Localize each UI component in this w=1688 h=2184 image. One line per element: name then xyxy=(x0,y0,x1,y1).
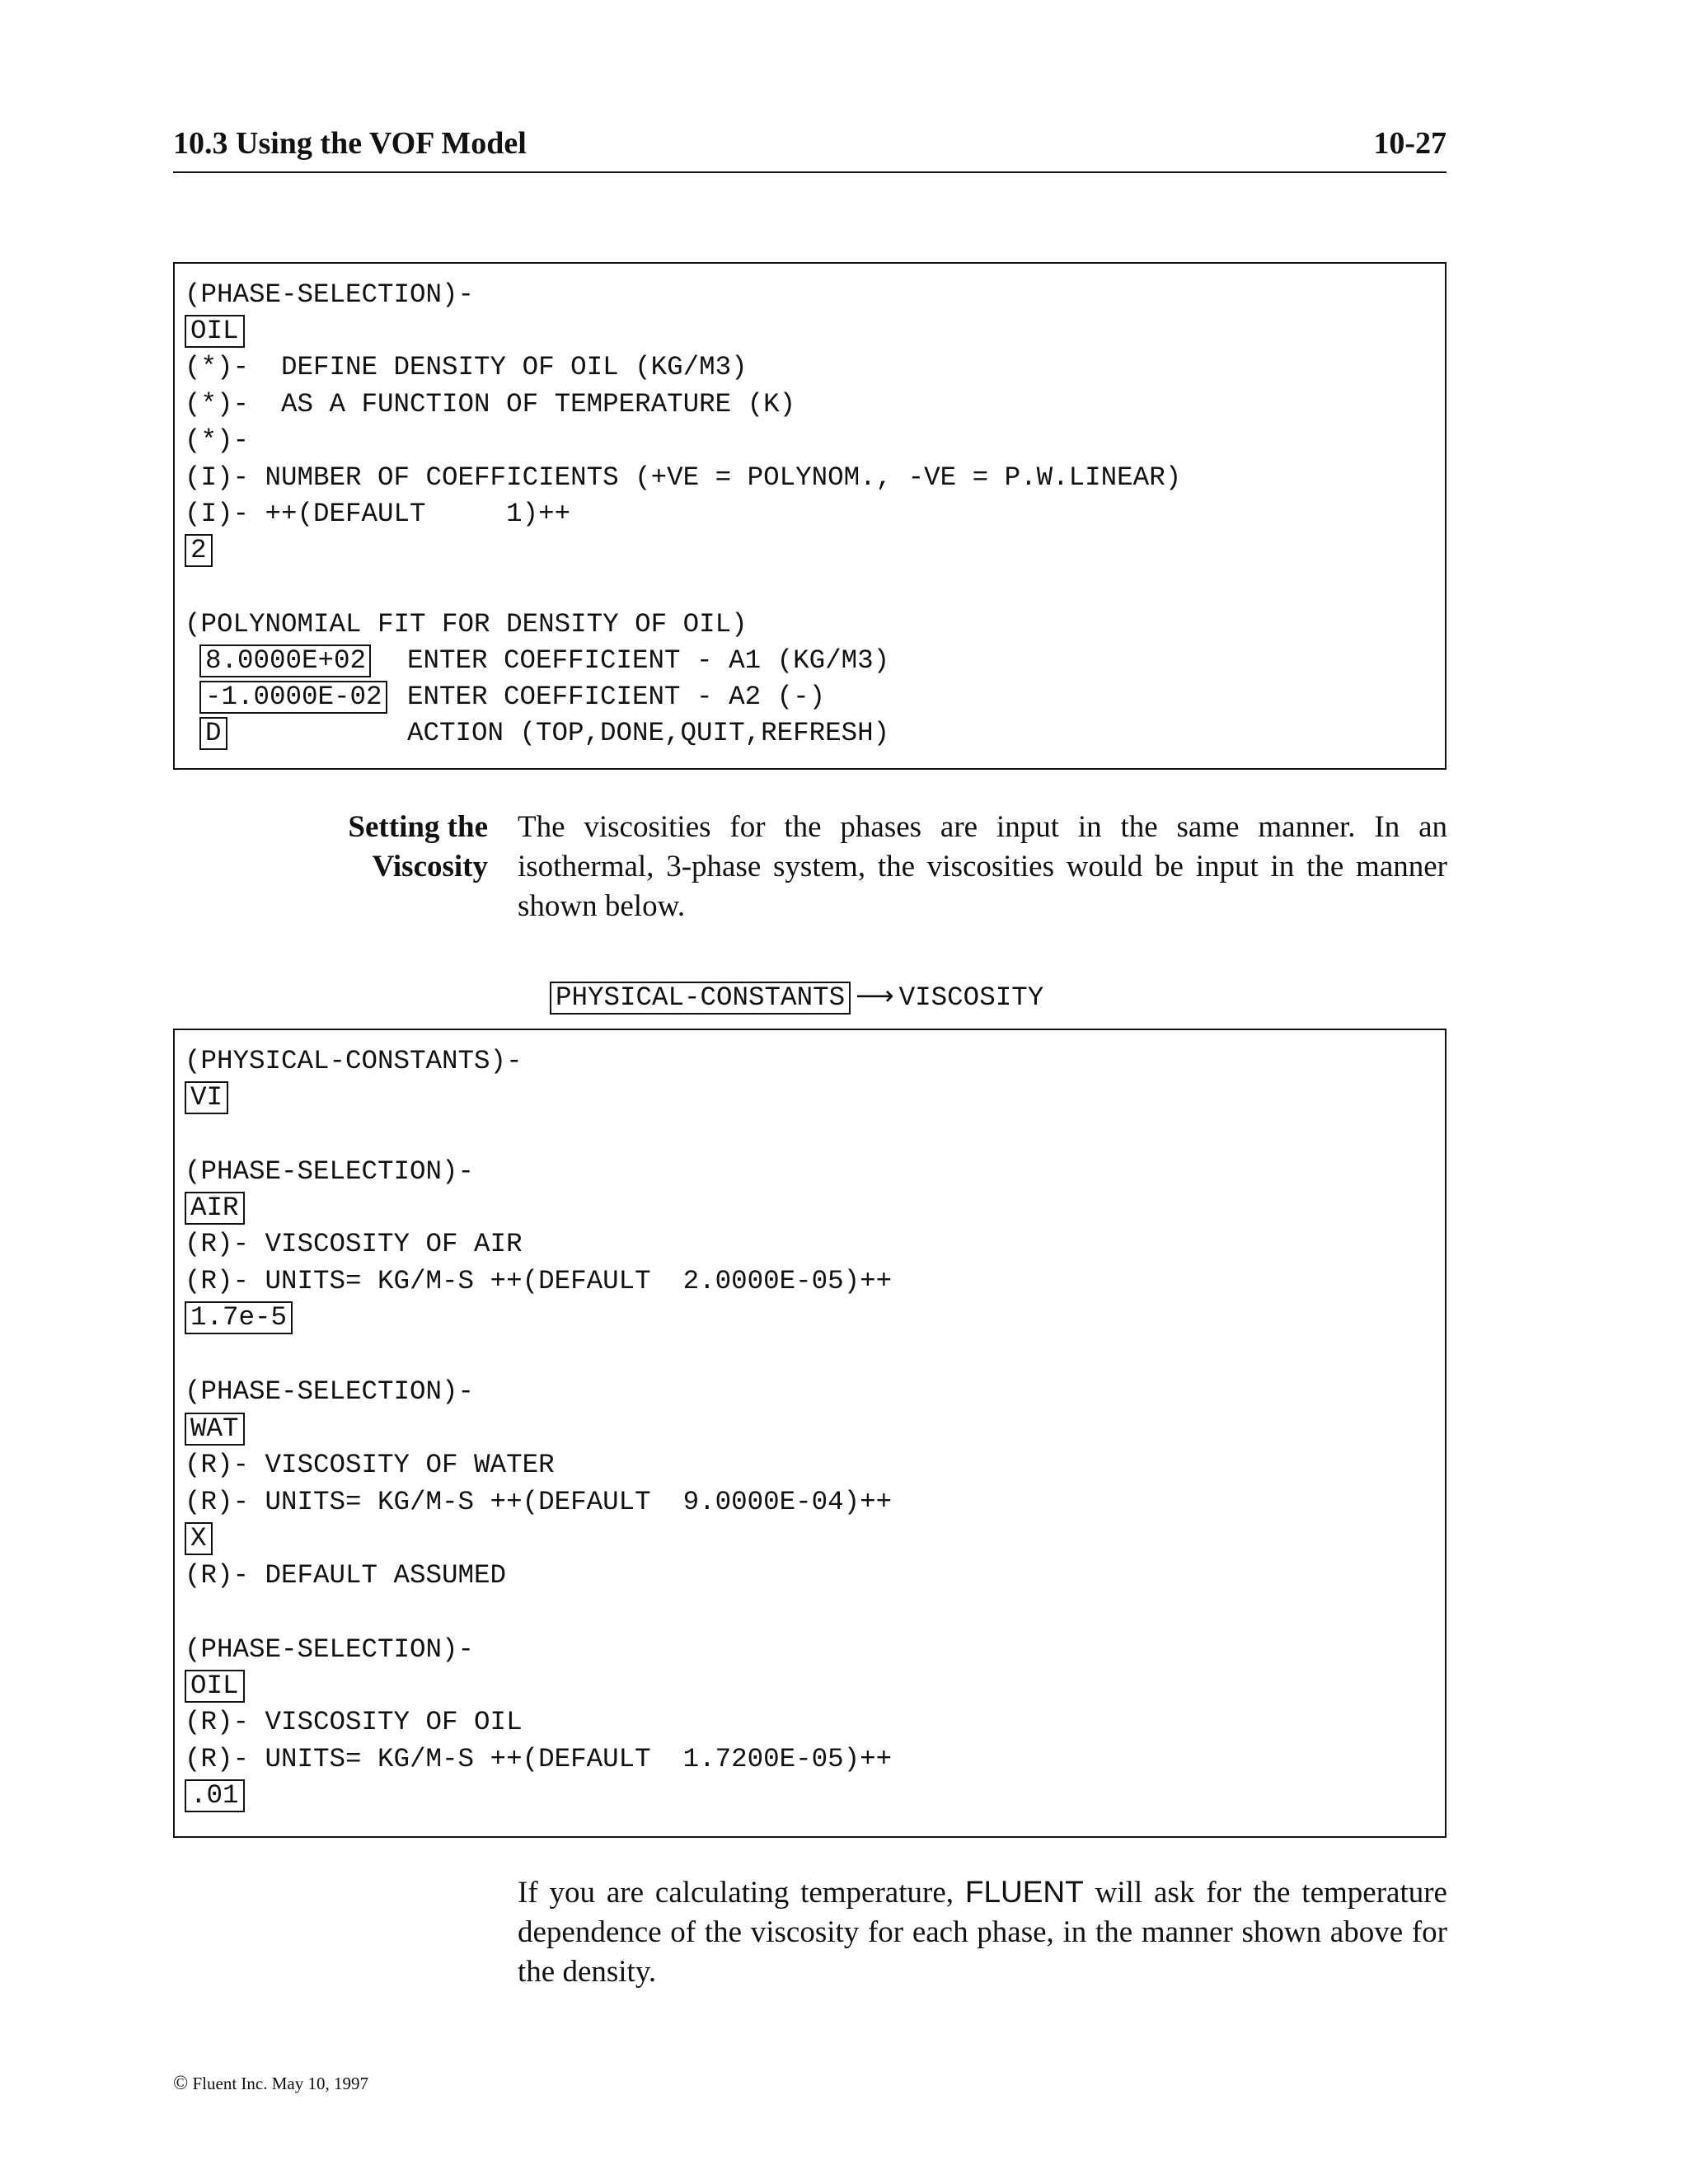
input-box: WAT xyxy=(185,1413,245,1446)
terminal-line xyxy=(185,534,213,567)
terminal-line: (I)- NUMBER OF COEFFICIENTS (+VE = POLYNOM., -VE = P.W.LINEAR) xyxy=(185,462,1182,493)
terminal-line xyxy=(185,315,245,348)
terminal-line: (R)- VISCOSITY OF AIR xyxy=(185,1229,523,1259)
input-box: OIL xyxy=(185,1670,245,1703)
closing-text: If you are calculating temperature, xyxy=(518,1876,965,1910)
arrow-right-icon: ⟶ xyxy=(856,980,894,1011)
closing-text: will ask for the temperature dependence of the viscosity for each phase, in the manner shown above for the density. xyxy=(518,1876,1447,1989)
terminal-line: (*)- xyxy=(185,425,250,456)
menu-path xyxy=(518,946,1043,1015)
footer xyxy=(173,2073,368,2095)
input-box: D xyxy=(199,717,227,750)
terminal-line: (R)- DEFAULT ASSUMED xyxy=(185,1560,507,1591)
terminal-line xyxy=(199,717,890,750)
product-name: FLUENT xyxy=(964,1875,1084,1909)
terminal-line: (PHASE-SELECTION)- xyxy=(185,279,475,310)
footer-text: Fluent Inc. May 10, 1997 xyxy=(192,2074,368,2093)
input-box: AIR xyxy=(185,1192,245,1225)
menu-path-box: PHYSICAL-CONSTANTS xyxy=(550,982,851,1015)
terminal-line xyxy=(185,1670,245,1703)
input-box: 2 xyxy=(185,534,213,567)
terminal-line: (POLYNOMIAL FIT FOR DENSITY OF OIL) xyxy=(185,609,748,640)
terminal-line xyxy=(185,1779,245,1812)
input-box: .01 xyxy=(185,1779,245,1812)
menu-path-target: VISCOSITY xyxy=(898,982,1044,1013)
terminal-line: (R)- UNITS= KG/M-S ++(DEFAULT 9.0000E-04)++ xyxy=(185,1487,893,1517)
input-box: OIL xyxy=(185,315,245,348)
terminal-line: (PHYSICAL-CONSTANTS)- xyxy=(185,1046,523,1076)
terminal-line xyxy=(185,1081,228,1114)
terminal-line: (PHASE-SELECTION)- xyxy=(185,1376,475,1407)
terminal-line xyxy=(185,1301,293,1334)
terminal-line xyxy=(185,1522,213,1555)
side-heading-line: Setting the xyxy=(348,810,488,844)
prompt-text: ENTER COEFFICIENT - A1 (KG/M3) xyxy=(407,645,890,676)
viscosity-terminal-box xyxy=(173,1029,1447,1838)
terminal-line xyxy=(185,1192,245,1225)
terminal-line: (*)- AS A FUNCTION OF TEMPERATURE (K) xyxy=(185,389,796,419)
density-terminal-box xyxy=(173,262,1447,770)
terminal-line: (R)- UNITS= KG/M-S ++(DEFAULT 1.7200E-05)++ xyxy=(185,1744,893,1774)
terminal-line xyxy=(199,681,826,714)
running-header xyxy=(173,124,1447,173)
viscosity-paragraph: The viscosities for the phases are input in the same manner. In an isothermal, 3-phase system, the viscosities would be input in the manner shown below. xyxy=(518,810,1447,923)
terminal-line: (PHASE-SELECTION)- xyxy=(185,1634,475,1665)
terminal-line xyxy=(185,1413,245,1446)
input-box: VI xyxy=(185,1081,228,1114)
terminal-line: (*)- DEFINE DENSITY OF OIL (KG/M3) xyxy=(185,352,748,382)
terminal-line: (R)- VISCOSITY OF WATER xyxy=(185,1450,555,1480)
side-heading-line: Viscosity xyxy=(372,850,488,883)
terminal-line: (R)- VISCOSITY OF OIL xyxy=(185,1707,523,1737)
terminal-line: (PHASE-SELECTION)- xyxy=(185,1156,475,1187)
copyright-icon: © xyxy=(173,2073,189,2094)
terminal-line: (I)- ++(DEFAULT 1)++ xyxy=(185,499,571,529)
terminal-line xyxy=(199,644,890,677)
input-box: 8.0000E+02 xyxy=(199,644,371,677)
input-box: X xyxy=(185,1522,213,1555)
input-box: -1.0000E-02 xyxy=(199,681,387,714)
side-heading xyxy=(305,808,488,887)
terminal-line: (R)- UNITS= KG/M-S ++(DEFAULT 2.0000E-05)++ xyxy=(185,1266,893,1296)
section-title: 10.3 Using the VOF Model xyxy=(173,126,527,161)
page-number: 10-27 xyxy=(1373,126,1447,161)
input-box: 1.7e-5 xyxy=(185,1301,293,1334)
prompt-text: ACTION (TOP,DONE,QUIT,REFRESH) xyxy=(407,718,890,748)
prompt-text: ENTER COEFFICIENT - A2 (-) xyxy=(407,682,826,712)
closing-paragraph xyxy=(518,1872,1447,1992)
